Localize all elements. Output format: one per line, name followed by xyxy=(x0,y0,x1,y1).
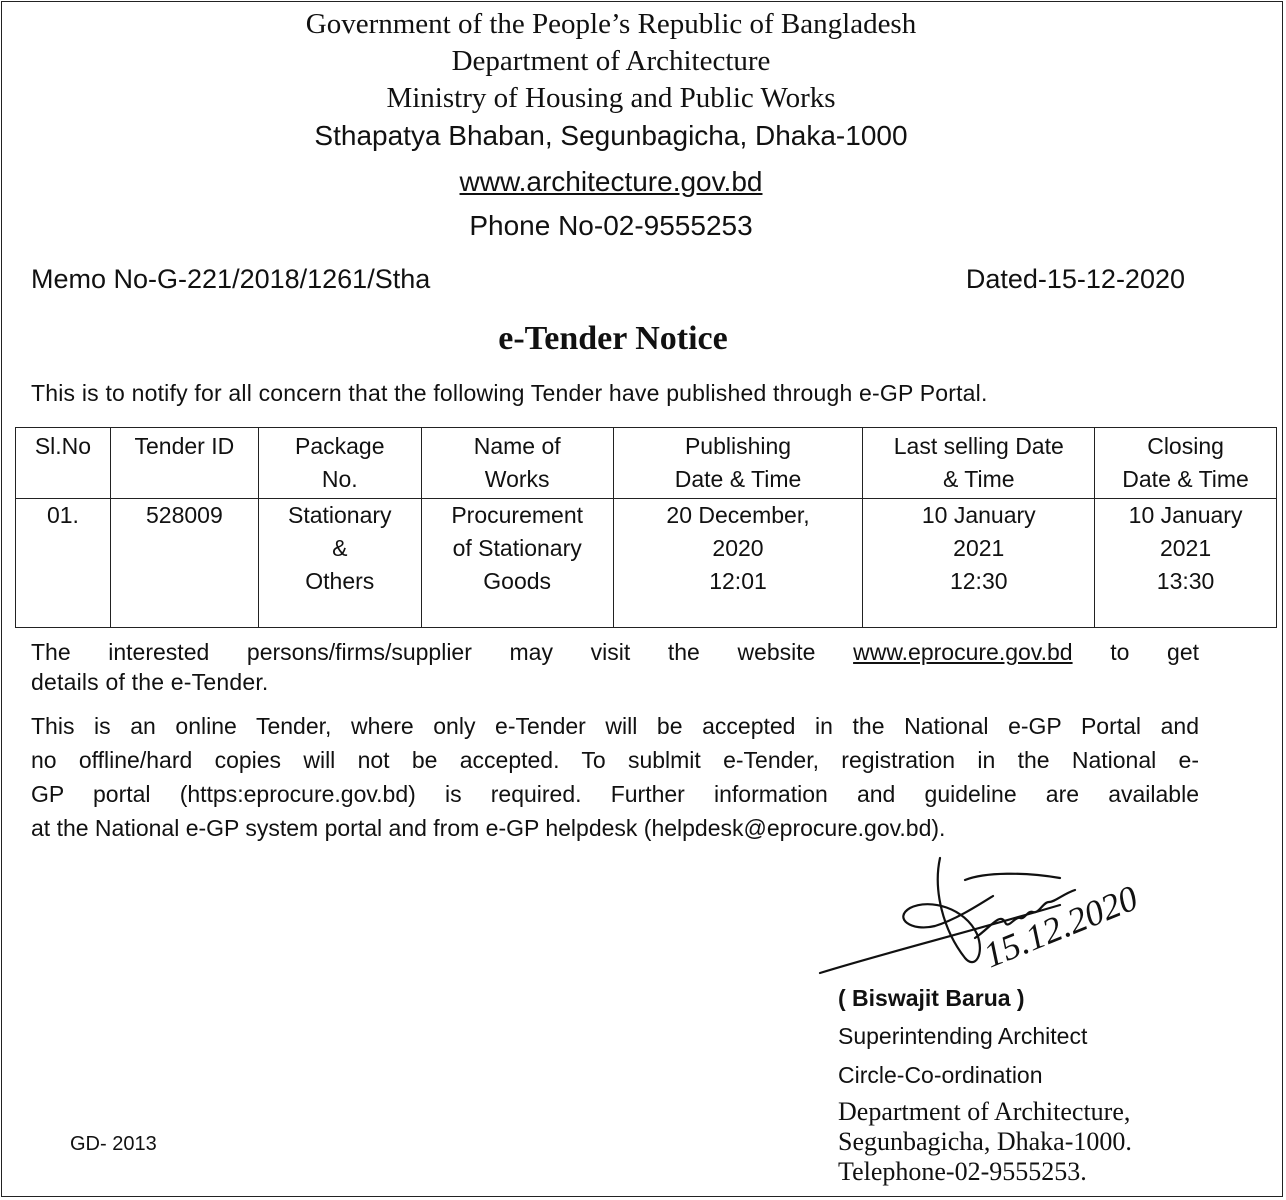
signatory-name: ( Biswajit Barua ) xyxy=(838,985,1025,1011)
cell-sl-no: 01. xyxy=(16,499,111,628)
cell-name-of-works: Procurement of Stationary Goods xyxy=(421,499,613,628)
paragraph-website-text-end: to get xyxy=(1110,639,1200,665)
footer-code: GD- 2013 xyxy=(70,1133,157,1155)
eprocure-link[interactable]: www.eprocure.gov.bd xyxy=(853,639,1073,665)
table-row xyxy=(16,499,1277,628)
signatory-designation: Superintending Architect xyxy=(838,1023,1088,1049)
memo-date: Dated-15-12-2020 xyxy=(965,264,1185,294)
paragraph-website-text: The interested persons/firms/supplier may visit the website xyxy=(31,639,816,665)
paragraph-online-line4: at the National e-GP system portal and from e-GP helpdesk (helpdesk@eprocure.gov.bd). xyxy=(31,815,946,841)
header-phone: Phone No-02-9555253 xyxy=(469,210,753,241)
signatory-telephone: Telephone-02-9555253. xyxy=(838,1157,1087,1186)
paragraph-online-line1: This is an online Tender, where only e-Tender will be accepted in the National e-GP Portal and xyxy=(31,713,1199,739)
header-website-link[interactable]: www.architecture.gov.bd xyxy=(459,166,763,197)
notice-title: e-Tender Notice xyxy=(498,320,728,357)
table-header-row xyxy=(16,428,1277,499)
paragraph-website-line2: details of the e-Tender. xyxy=(31,669,269,695)
header-ministry: Ministry of Housing and Public Works xyxy=(386,82,836,114)
cell-package-no: Stationary & Others xyxy=(258,499,421,628)
memo-number: Memo No-G-221/2018/1261/Stha xyxy=(31,264,431,294)
paragraph-online-line2: no offline/hard copies will not be accepted. To sublmit e-Tender, registration in the National e- xyxy=(31,747,1199,773)
header-department: Department of Architecture xyxy=(451,45,771,77)
header-cell-publishing: Publishing Date & Time xyxy=(613,428,863,499)
signature-stroke-top xyxy=(965,874,1060,880)
header-cell-closing: Closing Date & Time xyxy=(1095,428,1277,499)
cell-tender-id: 528009 xyxy=(110,499,258,628)
cell-last-selling: 10 January 2021 12:30 xyxy=(863,499,1095,628)
signature-image xyxy=(815,850,1160,985)
cell-closing: 10 January 2021 13:30 xyxy=(1095,499,1277,628)
header-cell-name-of-works: Name of Works xyxy=(421,428,613,499)
header-cell-sl-no: Sl.No xyxy=(16,428,111,499)
signatory-location: Segunbagicha, Dhaka-1000. xyxy=(838,1127,1132,1156)
header-address: Sthapatya Bhaban, Segunbagicha, Dhaka-1000 xyxy=(314,120,908,151)
signature-stroke-loop xyxy=(903,858,993,962)
notice-intro: This is to notify for all concern that the following Tender have published through e-GP Portal. xyxy=(31,380,988,406)
paragraph-online-line3: GP portal (https:eprocure.gov.bd) is required. Further information and guideline are available xyxy=(31,781,1199,807)
tender-table xyxy=(15,427,1277,628)
paragraph-website xyxy=(31,635,1199,669)
signature-handwritten-date: 15.12.2020 xyxy=(978,877,1144,976)
header-cell-package-no: Package No. xyxy=(258,428,421,499)
header-cell-last-selling: Last selling Date & Time xyxy=(863,428,1095,499)
signatory-circle: Circle-Co-ordination xyxy=(838,1062,1043,1088)
cell-publishing: 20 December, 2020 12:01 xyxy=(613,499,863,628)
signatory-department: Department of Architecture, xyxy=(838,1097,1131,1126)
header-cell-tender-id: Tender ID xyxy=(110,428,258,499)
header-government: Government of the People’s Republic of Bangladesh xyxy=(305,8,917,40)
